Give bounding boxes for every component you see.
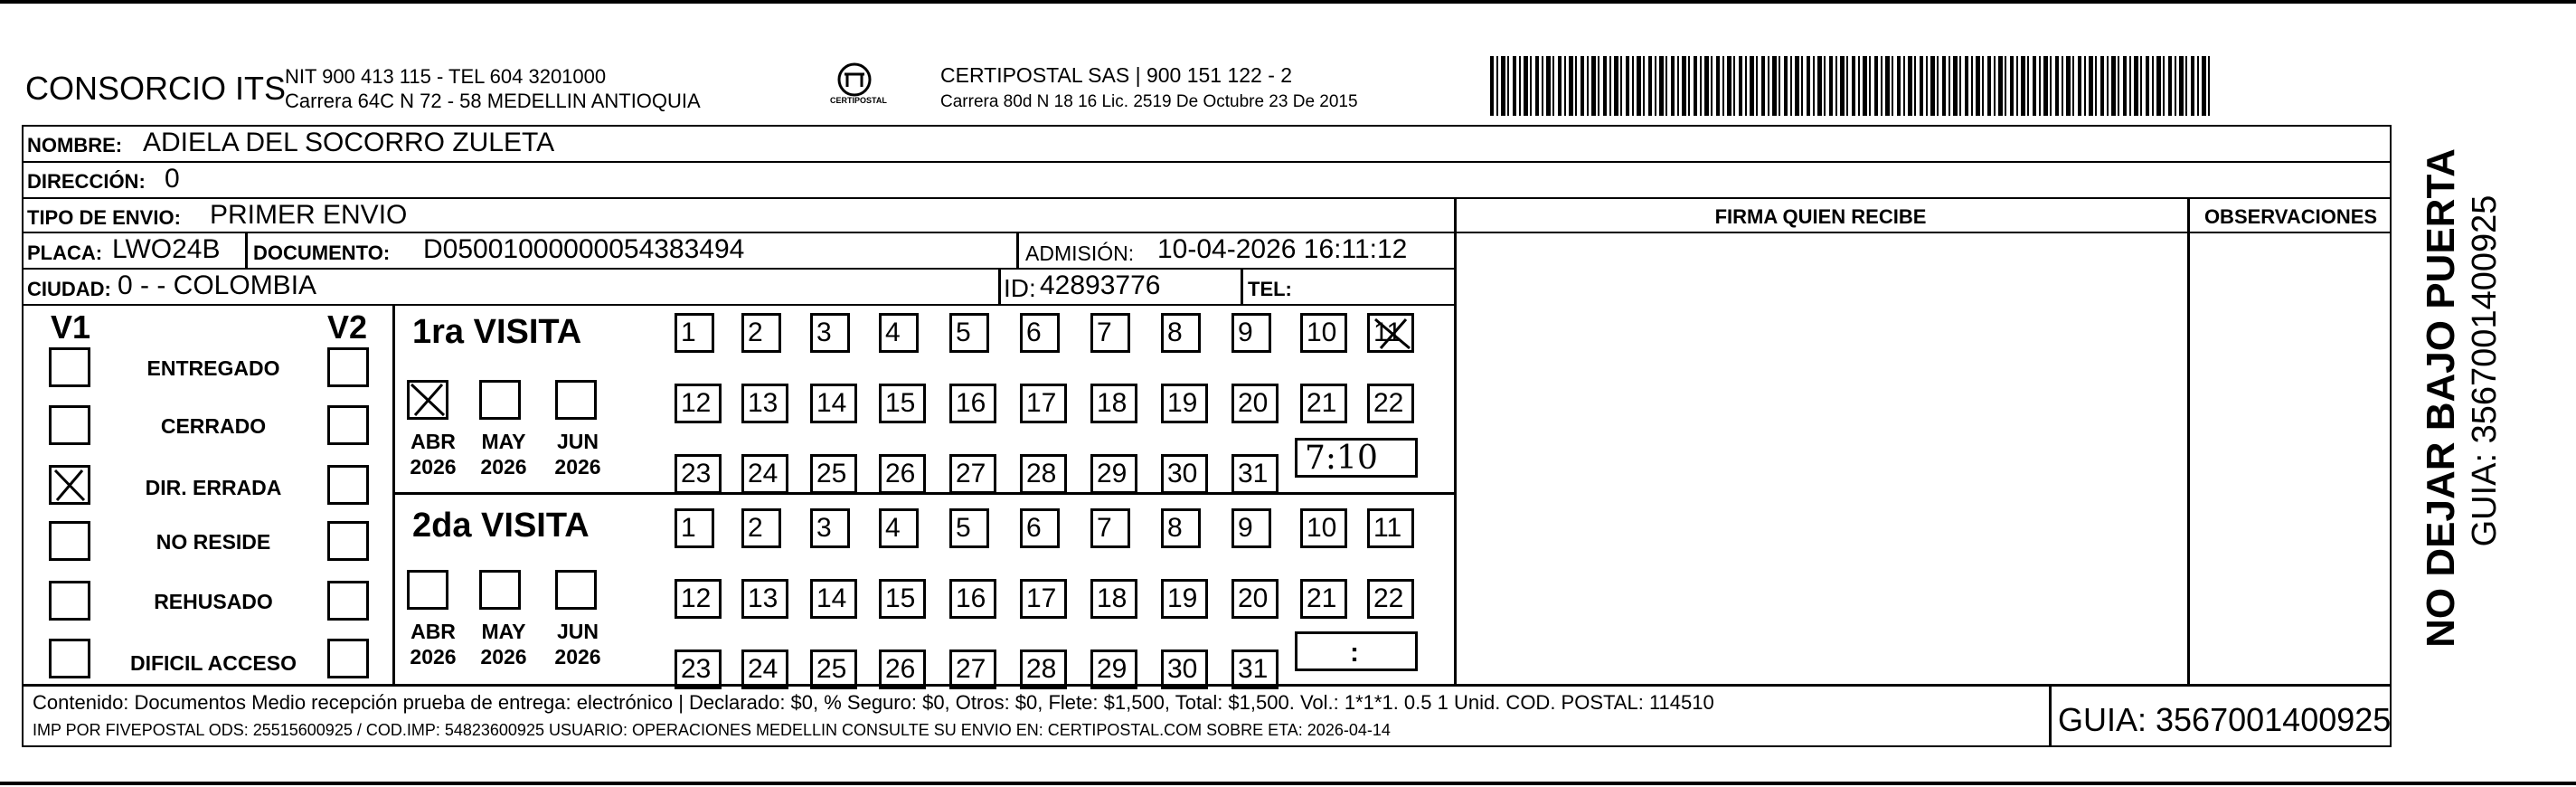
first-month-may-checkbox[interactable] xyxy=(479,380,521,420)
divider xyxy=(392,306,395,684)
first-day-3[interactable]: 3 xyxy=(810,313,850,353)
company-name: CONSORCIO ITS xyxy=(25,70,287,107)
second-day-1[interactable]: 1 xyxy=(675,508,714,548)
second-visit-title: 2da VISITA xyxy=(412,507,590,545)
second-day-21[interactable]: 21 xyxy=(1300,579,1347,619)
tipo-envio-label: TIPO DE ENVIO: xyxy=(27,206,181,229)
footer-imp: IMP POR FIVEPOSTAL ODS: 25515600925 / COD.IMP: 54823600925 USUARIO: OPERACIONES MEDELLIN CONSULTE SU ENVIO EN: CERTIPOSTAL.COM SOBRE ETA: 2026-04-14 xyxy=(33,721,1391,739)
barcode xyxy=(1490,56,2213,116)
admision-value: 10-04-2026 16:11:12 xyxy=(1157,234,1408,264)
checkmark-x-icon xyxy=(410,383,446,417)
second-day-17[interactable]: 17 xyxy=(1020,579,1067,619)
first-day-24[interactable]: 24 xyxy=(741,454,788,494)
v2-label: V2 xyxy=(327,308,368,346)
logo-text: CERTIPOSTAL xyxy=(830,96,887,105)
year-label: 2026 xyxy=(554,645,601,668)
second-day-22[interactable]: 22 xyxy=(1367,579,1414,619)
v1-checkbox-no-reside[interactable] xyxy=(49,521,90,561)
v1-checkbox-cerrado[interactable] xyxy=(49,405,90,445)
side-no-dejar: NO DEJAR BAJO PUERTA xyxy=(2419,148,2463,648)
id-value: 42893776 xyxy=(1040,270,1161,300)
footer-guia: GUIA: 3567001400925 xyxy=(2058,701,2392,738)
second-day-19[interactable]: 19 xyxy=(1161,579,1208,619)
divider xyxy=(22,304,1456,306)
divider xyxy=(2049,684,2052,747)
month-label: JUN xyxy=(556,430,599,453)
v2-checkbox-no-reside[interactable] xyxy=(327,521,369,561)
first-day-13[interactable]: 13 xyxy=(741,384,788,423)
divider xyxy=(22,197,2392,199)
company-nit: NIT 900 413 115 - TEL 604 3201000 xyxy=(285,65,607,88)
year-label: 2026 xyxy=(480,645,527,668)
second-day-8[interactable]: 8 xyxy=(1161,508,1201,548)
second-day-15[interactable]: 15 xyxy=(879,579,926,619)
month-label: ABR xyxy=(410,430,456,453)
second-day-23[interactable]: 23 xyxy=(675,650,722,689)
company-address: Carrera 64C N 72 - 58 MEDELLIN ANTIOQUIA xyxy=(285,90,701,112)
ciudad-label: CIUDAD: xyxy=(27,278,111,300)
status-label: NO RESIDE xyxy=(156,530,271,554)
first-day-14[interactable]: 14 xyxy=(810,384,857,423)
first-day-26[interactable]: 26 xyxy=(879,454,926,494)
status-label: DIR. ERRADA xyxy=(145,476,282,499)
first-day-18[interactable]: 18 xyxy=(1090,384,1137,423)
footer-contenido: Contenido: Documentos Medio recepción prueba de entrega: electrónico | Declarado: $0, % Seguro: $0, Otros: $0, Flete: $1,500, Total: $1,500. Vol.: 1*1*1. 0.5 1 Unid. COD. POSTAL: 114510 xyxy=(33,691,1714,714)
carrier-address: Carrera 80d N 18 16 Lic. 2519 De Octubre 23 De 2015 xyxy=(940,92,1358,111)
first-day-6[interactable]: 6 xyxy=(1020,313,1060,353)
first-month-jun-checkbox[interactable] xyxy=(555,380,597,420)
first-day-17[interactable]: 17 xyxy=(1020,384,1067,423)
checkmark-x-icon xyxy=(1370,316,1413,352)
first-day-2[interactable]: 2 xyxy=(741,313,781,353)
month-label: MAY xyxy=(481,430,526,453)
ciudad-value: 0 - - COLOMBIA xyxy=(118,270,317,300)
tipo-envio-value: PRIMER ENVIO xyxy=(210,200,408,230)
first-day-10[interactable]: 10 xyxy=(1300,313,1347,353)
second-day-6[interactable]: 6 xyxy=(1020,508,1060,548)
second-day-11[interactable]: 11 xyxy=(1367,508,1414,548)
first-day-30[interactable]: 30 xyxy=(1161,454,1208,494)
v2-checkbox-cerrado[interactable] xyxy=(327,405,369,445)
v2-checkbox-dificil-acceso[interactable] xyxy=(327,639,369,678)
second-day-24[interactable]: 24 xyxy=(741,650,788,689)
status-label: ENTREGADO xyxy=(146,356,280,380)
admision-label: ADMISIÓN: xyxy=(1025,242,1135,265)
second-month-may-checkbox[interactable] xyxy=(479,570,521,610)
year-label: 2026 xyxy=(480,455,527,479)
year-label: 2026 xyxy=(410,645,457,668)
firma-header: FIRMA QUIEN RECIBE xyxy=(1714,205,1927,228)
first-visit-title: 1ra VISITA xyxy=(412,313,582,351)
divider xyxy=(1454,232,2392,233)
first-day-28[interactable]: 28 xyxy=(1020,454,1067,494)
first-day-22[interactable]: 22 xyxy=(1367,384,1414,423)
first-month-abr-checkbox[interactable] xyxy=(407,380,448,420)
second-day-28[interactable]: 28 xyxy=(1020,650,1067,689)
second-day-30[interactable]: 30 xyxy=(1161,650,1208,689)
v1-checkbox-rehusado[interactable] xyxy=(49,581,90,621)
month-label: JUN xyxy=(556,620,599,643)
v1-label: V1 xyxy=(51,308,91,346)
v1-checkbox-dir-errada[interactable] xyxy=(49,465,90,505)
second-day-16[interactable]: 16 xyxy=(949,579,996,619)
second-day-2[interactable]: 2 xyxy=(741,508,781,548)
second-day-5[interactable]: 5 xyxy=(949,508,989,548)
first-day-25[interactable]: 25 xyxy=(810,454,857,494)
first-day-11[interactable]: 11 xyxy=(1367,313,1414,353)
second-day-9[interactable]: 9 xyxy=(1231,508,1271,548)
bottom-border xyxy=(0,782,2576,785)
nombre-label: NOMBRE: xyxy=(27,134,123,156)
direccion-label: DIRECCIÓN: xyxy=(27,170,146,193)
top-border xyxy=(0,0,2576,4)
second-month-jun-checkbox[interactable] xyxy=(555,570,597,610)
first-day-1[interactable]: 1 xyxy=(675,313,714,353)
direccion-value: 0 xyxy=(165,164,180,194)
second-time-value: : xyxy=(1350,638,1359,668)
first-day-8[interactable]: 8 xyxy=(1161,313,1201,353)
documento-value: D05001000000054383494 xyxy=(423,234,745,264)
second-day-25[interactable]: 25 xyxy=(810,650,857,689)
v1-checkbox-entregado[interactable] xyxy=(49,347,90,387)
first-time-value: 7:10 xyxy=(1305,440,1378,477)
observaciones-header: OBSERVACIONES xyxy=(2203,205,2378,228)
second-day-18[interactable]: 18 xyxy=(1090,579,1137,619)
first-day-20[interactable]: 20 xyxy=(1231,384,1279,423)
first-day-7[interactable]: 7 xyxy=(1090,313,1130,353)
checkmark-x-icon xyxy=(52,468,88,502)
first-day-5[interactable]: 5 xyxy=(949,313,989,353)
side-guia: GUIA: 3567001400925 xyxy=(2466,194,2504,547)
year-label: 2026 xyxy=(554,455,601,479)
second-month-abr-checkbox[interactable] xyxy=(407,570,448,610)
placa-label: PLACA: xyxy=(27,242,103,264)
first-time-box[interactable] xyxy=(1295,438,1418,478)
second-day-7[interactable]: 7 xyxy=(1090,508,1130,548)
month-label: ABR xyxy=(410,620,456,643)
second-day-27[interactable]: 27 xyxy=(949,650,996,689)
first-day-15[interactable]: 15 xyxy=(879,384,926,423)
first-day-29[interactable]: 29 xyxy=(1090,454,1137,494)
status-label: DIFICIL ACCESO xyxy=(129,651,297,675)
second-day-10[interactable]: 10 xyxy=(1300,508,1347,548)
second-day-20[interactable]: 20 xyxy=(1231,579,1279,619)
second-day-31[interactable]: 31 xyxy=(1231,650,1279,689)
first-day-4[interactable]: 4 xyxy=(879,313,919,353)
divider xyxy=(1454,197,1457,684)
divider xyxy=(22,232,1456,233)
first-day-19[interactable]: 19 xyxy=(1161,384,1208,423)
second-day-13[interactable]: 13 xyxy=(741,579,788,619)
second-day-12[interactable]: 12 xyxy=(675,579,722,619)
second-day-29[interactable]: 29 xyxy=(1090,650,1137,689)
v2-checkbox-entregado[interactable] xyxy=(327,347,369,387)
v1-checkbox-dificil-acceso[interactable] xyxy=(49,639,90,678)
v2-checkbox-rehusado[interactable] xyxy=(327,581,369,621)
divider xyxy=(245,232,248,268)
nombre-value: ADIELA DEL SOCORRO ZULETA xyxy=(143,128,555,157)
first-day-12[interactable]: 12 xyxy=(675,384,722,423)
carrier-name: CERTIPOSTAL SAS | 900 151 122 - 2 xyxy=(940,63,1293,87)
divider xyxy=(22,161,2392,163)
second-day-4[interactable]: 4 xyxy=(879,508,919,548)
placa-value: LWO24B xyxy=(112,234,221,264)
first-day-21[interactable]: 21 xyxy=(1300,384,1347,423)
second-day-14[interactable]: 14 xyxy=(810,579,857,619)
divider xyxy=(1241,268,1243,304)
second-time-box[interactable] xyxy=(1295,631,1418,671)
first-day-27[interactable]: 27 xyxy=(949,454,996,494)
second-day-26[interactable]: 26 xyxy=(879,650,926,689)
divider xyxy=(2187,197,2190,684)
year-label: 2026 xyxy=(410,455,457,479)
second-day-3[interactable]: 3 xyxy=(810,508,850,548)
first-day-16[interactable]: 16 xyxy=(949,384,996,423)
status-label: CERRADO xyxy=(160,414,267,438)
documento-label: DOCUMENTO: xyxy=(253,242,391,264)
status-label: REHUSADO xyxy=(154,590,273,613)
divider xyxy=(998,268,1001,304)
divider xyxy=(1016,232,1019,268)
id-label: ID: xyxy=(1004,274,1036,302)
v2-checkbox-dir-errada[interactable] xyxy=(327,465,369,505)
first-day-23[interactable]: 23 xyxy=(675,454,722,494)
first-day-31[interactable]: 31 xyxy=(1231,454,1279,494)
tel-label: TEL: xyxy=(1248,278,1292,300)
month-label: MAY xyxy=(481,620,526,643)
first-day-9[interactable]: 9 xyxy=(1231,313,1271,353)
